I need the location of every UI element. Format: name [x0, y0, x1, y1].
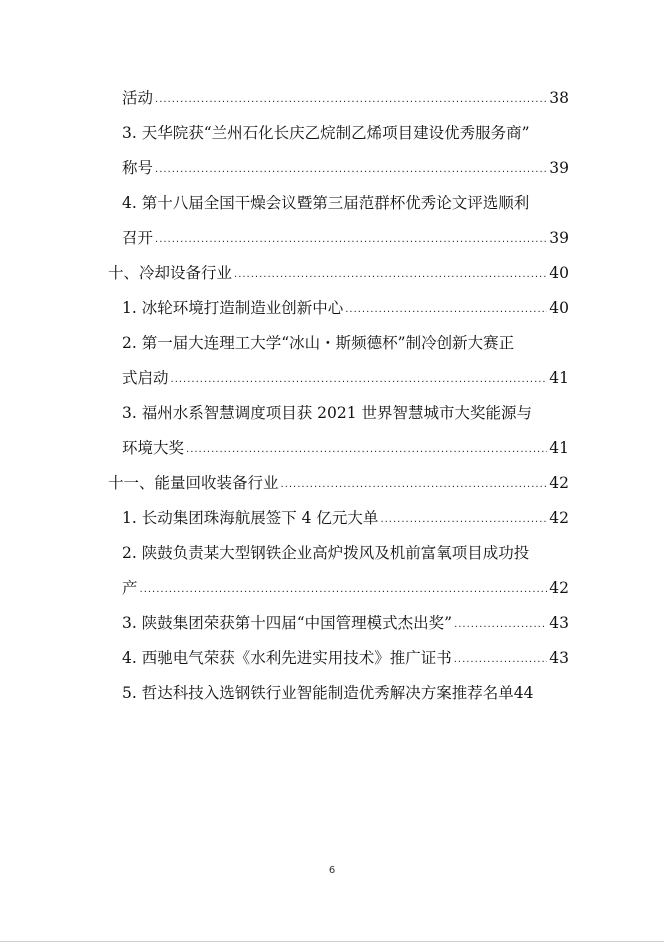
toc-entry[interactable]: 3. 福州水系智慧调度项目获 2021 世界智慧城市大奖能源与 — [122, 404, 533, 422]
toc-page-number: 42 — [549, 509, 569, 527]
toc-entry-text: 1. 长动集团珠海航展签下 4 亿元大单 — [122, 509, 379, 527]
toc-page-number: 43 — [549, 649, 569, 667]
toc-entry-text: 4. 西驰电气荣获《水利先进实用技术》推广证书 — [122, 649, 452, 667]
leader-dots — [281, 475, 548, 495]
toc-entry[interactable] — [122, 158, 569, 181]
toc-entry[interactable] — [122, 88, 569, 111]
leader-dots — [155, 230, 547, 250]
toc-page-number: 42 — [549, 579, 569, 597]
toc-entry[interactable] — [122, 648, 569, 671]
toc-page-number: 40 — [549, 264, 569, 282]
toc-entry-text: 环境大奖 — [122, 439, 185, 457]
toc-section-heading[interactable] — [108, 263, 569, 286]
toc-entry[interactable] — [122, 578, 569, 601]
toc-entry-text: 十、冷却设备行业 — [108, 264, 233, 282]
toc-entry-text: 式启动 — [122, 369, 169, 387]
toc-entry[interactable] — [122, 613, 569, 636]
leader-dots — [140, 580, 548, 600]
toc-section-heading[interactable] — [108, 473, 569, 496]
toc-page-number: 40 — [549, 299, 569, 317]
toc-page-number: 43 — [549, 614, 569, 632]
toc-page-number: 39 — [549, 159, 569, 177]
toc-entry-text: 3. 陕鼓集团荣获第十四届“中国管理模式杰出奖” — [122, 614, 453, 632]
toc-entry-text: 1. 冰轮环境打造制造业创新中心 — [122, 299, 344, 317]
toc-entry[interactable] — [122, 228, 569, 251]
toc-page-number: 41 — [549, 439, 569, 457]
leader-dots — [454, 615, 547, 635]
leader-dots — [234, 265, 547, 285]
toc-entry[interactable]: 2. 陕鼓负责某大型钢铁企业高炉拨风及机前富氧项目成功投 — [122, 544, 530, 562]
toc-entry-text: 产 — [122, 579, 138, 597]
toc-entry-text: 活动 — [122, 89, 154, 107]
toc-entry[interactable]: 3. 天华院获“兰州石化长庆乙烷制乙烯项目建设优秀服务商” — [122, 124, 530, 142]
page-number: 6 — [328, 865, 336, 876]
toc-entry[interactable] — [122, 368, 569, 391]
toc-entry-text: 称号 — [122, 159, 154, 177]
leader-dots — [171, 370, 548, 390]
leader-dots — [345, 300, 547, 320]
toc-entry[interactable]: 2. 第一届大连理工大学“冰山・斯频德杯”制冷创新大赛正 — [122, 334, 515, 352]
toc-entry[interactable] — [122, 438, 569, 461]
toc-page-number: 39 — [549, 229, 569, 247]
leader-dots — [454, 650, 548, 670]
page-bottom-border — [0, 941, 664, 942]
leader-dots — [186, 440, 547, 460]
leader-dots — [155, 160, 547, 180]
toc-entry[interactable]: 5. 哲达科技入选钢铁行业智能制造优秀解决方案推荐名单44 — [122, 684, 534, 702]
toc-page-number: 42 — [549, 474, 569, 492]
toc-page-number: 41 — [549, 369, 569, 387]
toc-entry-text: 十一、能量回收装备行业 — [108, 474, 279, 492]
leader-dots — [380, 510, 547, 530]
toc-entry-text: 召开 — [122, 229, 154, 247]
toc-entry[interactable] — [122, 508, 569, 531]
leader-dots — [155, 90, 547, 110]
toc-entry[interactable]: 4. 第十八届全国干燥会议暨第三届范群杯优秀论文评选顺利 — [122, 194, 530, 212]
toc-entry[interactable] — [122, 298, 569, 321]
toc-page-number: 38 — [549, 89, 569, 107]
